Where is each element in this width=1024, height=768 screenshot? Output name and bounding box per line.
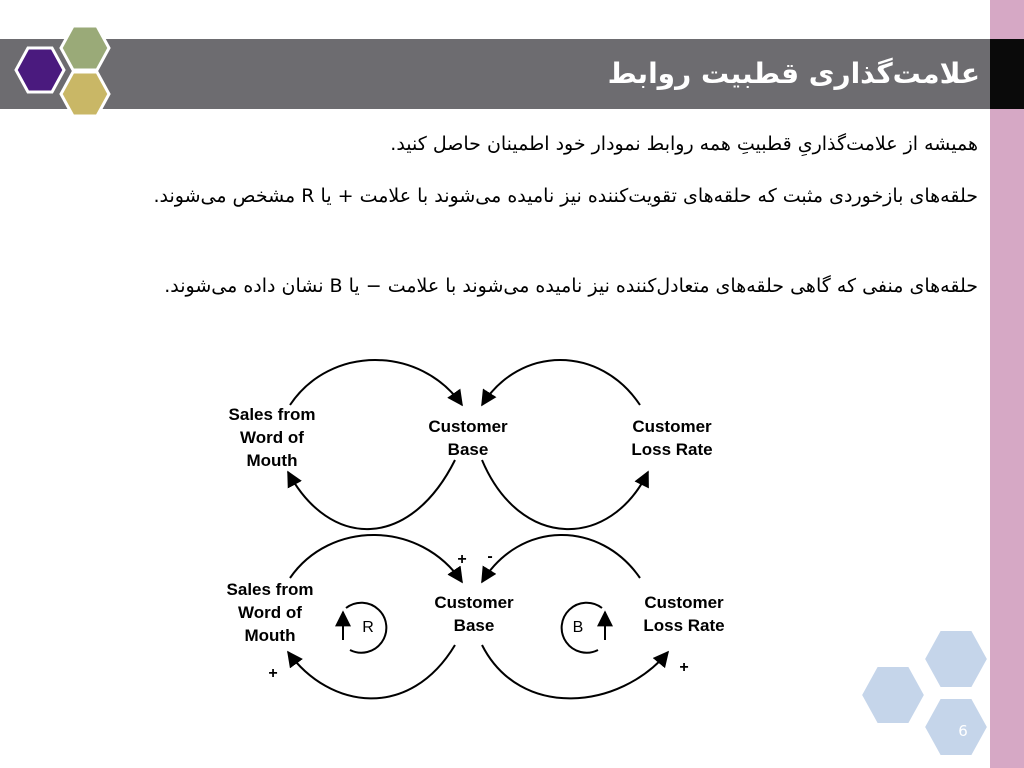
right-accent-strip xyxy=(990,0,1024,768)
top-arc-sales-to-base xyxy=(290,360,462,405)
bottom-base-node-line-2: Base xyxy=(453,616,495,635)
top-loss-node-line-1: Customer xyxy=(632,417,712,436)
bottom-arc-loss-to-base xyxy=(482,535,640,582)
top-sales-node-line-3: Mouth xyxy=(246,451,298,470)
paragraph-1: همیشه از علامت‌گذاریِ قطبیتِ همه روابط نمودار خود اطمینان حاصل کنید. xyxy=(390,133,978,155)
bottom-arc-base-to-loss xyxy=(482,645,668,698)
bottom-loss-node-line-2: Loss Rate xyxy=(643,616,725,635)
decorative-hexagons-icon xyxy=(855,628,995,768)
purple-hexagon xyxy=(16,48,64,92)
causal-loop-diagram xyxy=(200,350,760,700)
top-sales-node-line-2: Word of xyxy=(240,428,304,447)
bottom-sales-node-line-3: Mouth xyxy=(244,626,296,645)
sign-into-loss: + xyxy=(679,659,689,676)
green-hexagon xyxy=(61,26,109,70)
top-base-node-line-1: Customer xyxy=(428,417,508,436)
bottom-sales-node-line-1: Sales from xyxy=(226,580,314,599)
bottom-arc-base-to-sales xyxy=(288,645,455,698)
bottom-base-node-line-1: Customer xyxy=(434,593,514,612)
page-number: 6 xyxy=(958,722,968,740)
paragraph-2: حلقه‌های بازخوردی مثبت که حلقه‌های تقویت‌کننده نیز نامیده می‌شوند با علامت + یا R مشخص می‌شوند. xyxy=(153,185,978,207)
top-base-node-line-2: Base xyxy=(447,440,489,459)
sign-into-base-right: - xyxy=(487,548,493,565)
title-bar-end xyxy=(990,39,1024,109)
slide-title: علامت‌گذاری قطبیت روابط xyxy=(607,57,980,90)
bottom-arc-sales-to-base xyxy=(290,535,462,582)
top-arc-loss-to-base xyxy=(482,360,640,405)
sign-into-sales: + xyxy=(268,665,278,682)
gold-hexagon xyxy=(61,72,109,116)
sign-into-base-left: + xyxy=(457,551,467,568)
top-arc-base-to-sales xyxy=(288,460,455,529)
bottom-loss-node-line-1: Customer xyxy=(644,593,724,612)
loop-b-label: B xyxy=(572,619,584,636)
loop-r-label: R xyxy=(362,619,374,636)
top-arc-base-to-loss xyxy=(482,460,648,529)
paragraph-3: حلقه‌های منفی که گاهی حلقه‌های متعادل‌کننده نیز نامیده می‌شوند با علامت − یا B نشان داده می‌شوند. xyxy=(164,275,978,297)
bottom-sales-node-line-2: Word of xyxy=(238,603,302,622)
top-loss-node-line-2: Loss Rate xyxy=(631,440,713,459)
top-sales-node-line-1: Sales from xyxy=(228,405,316,424)
hexagon-logo-icon xyxy=(10,22,125,122)
